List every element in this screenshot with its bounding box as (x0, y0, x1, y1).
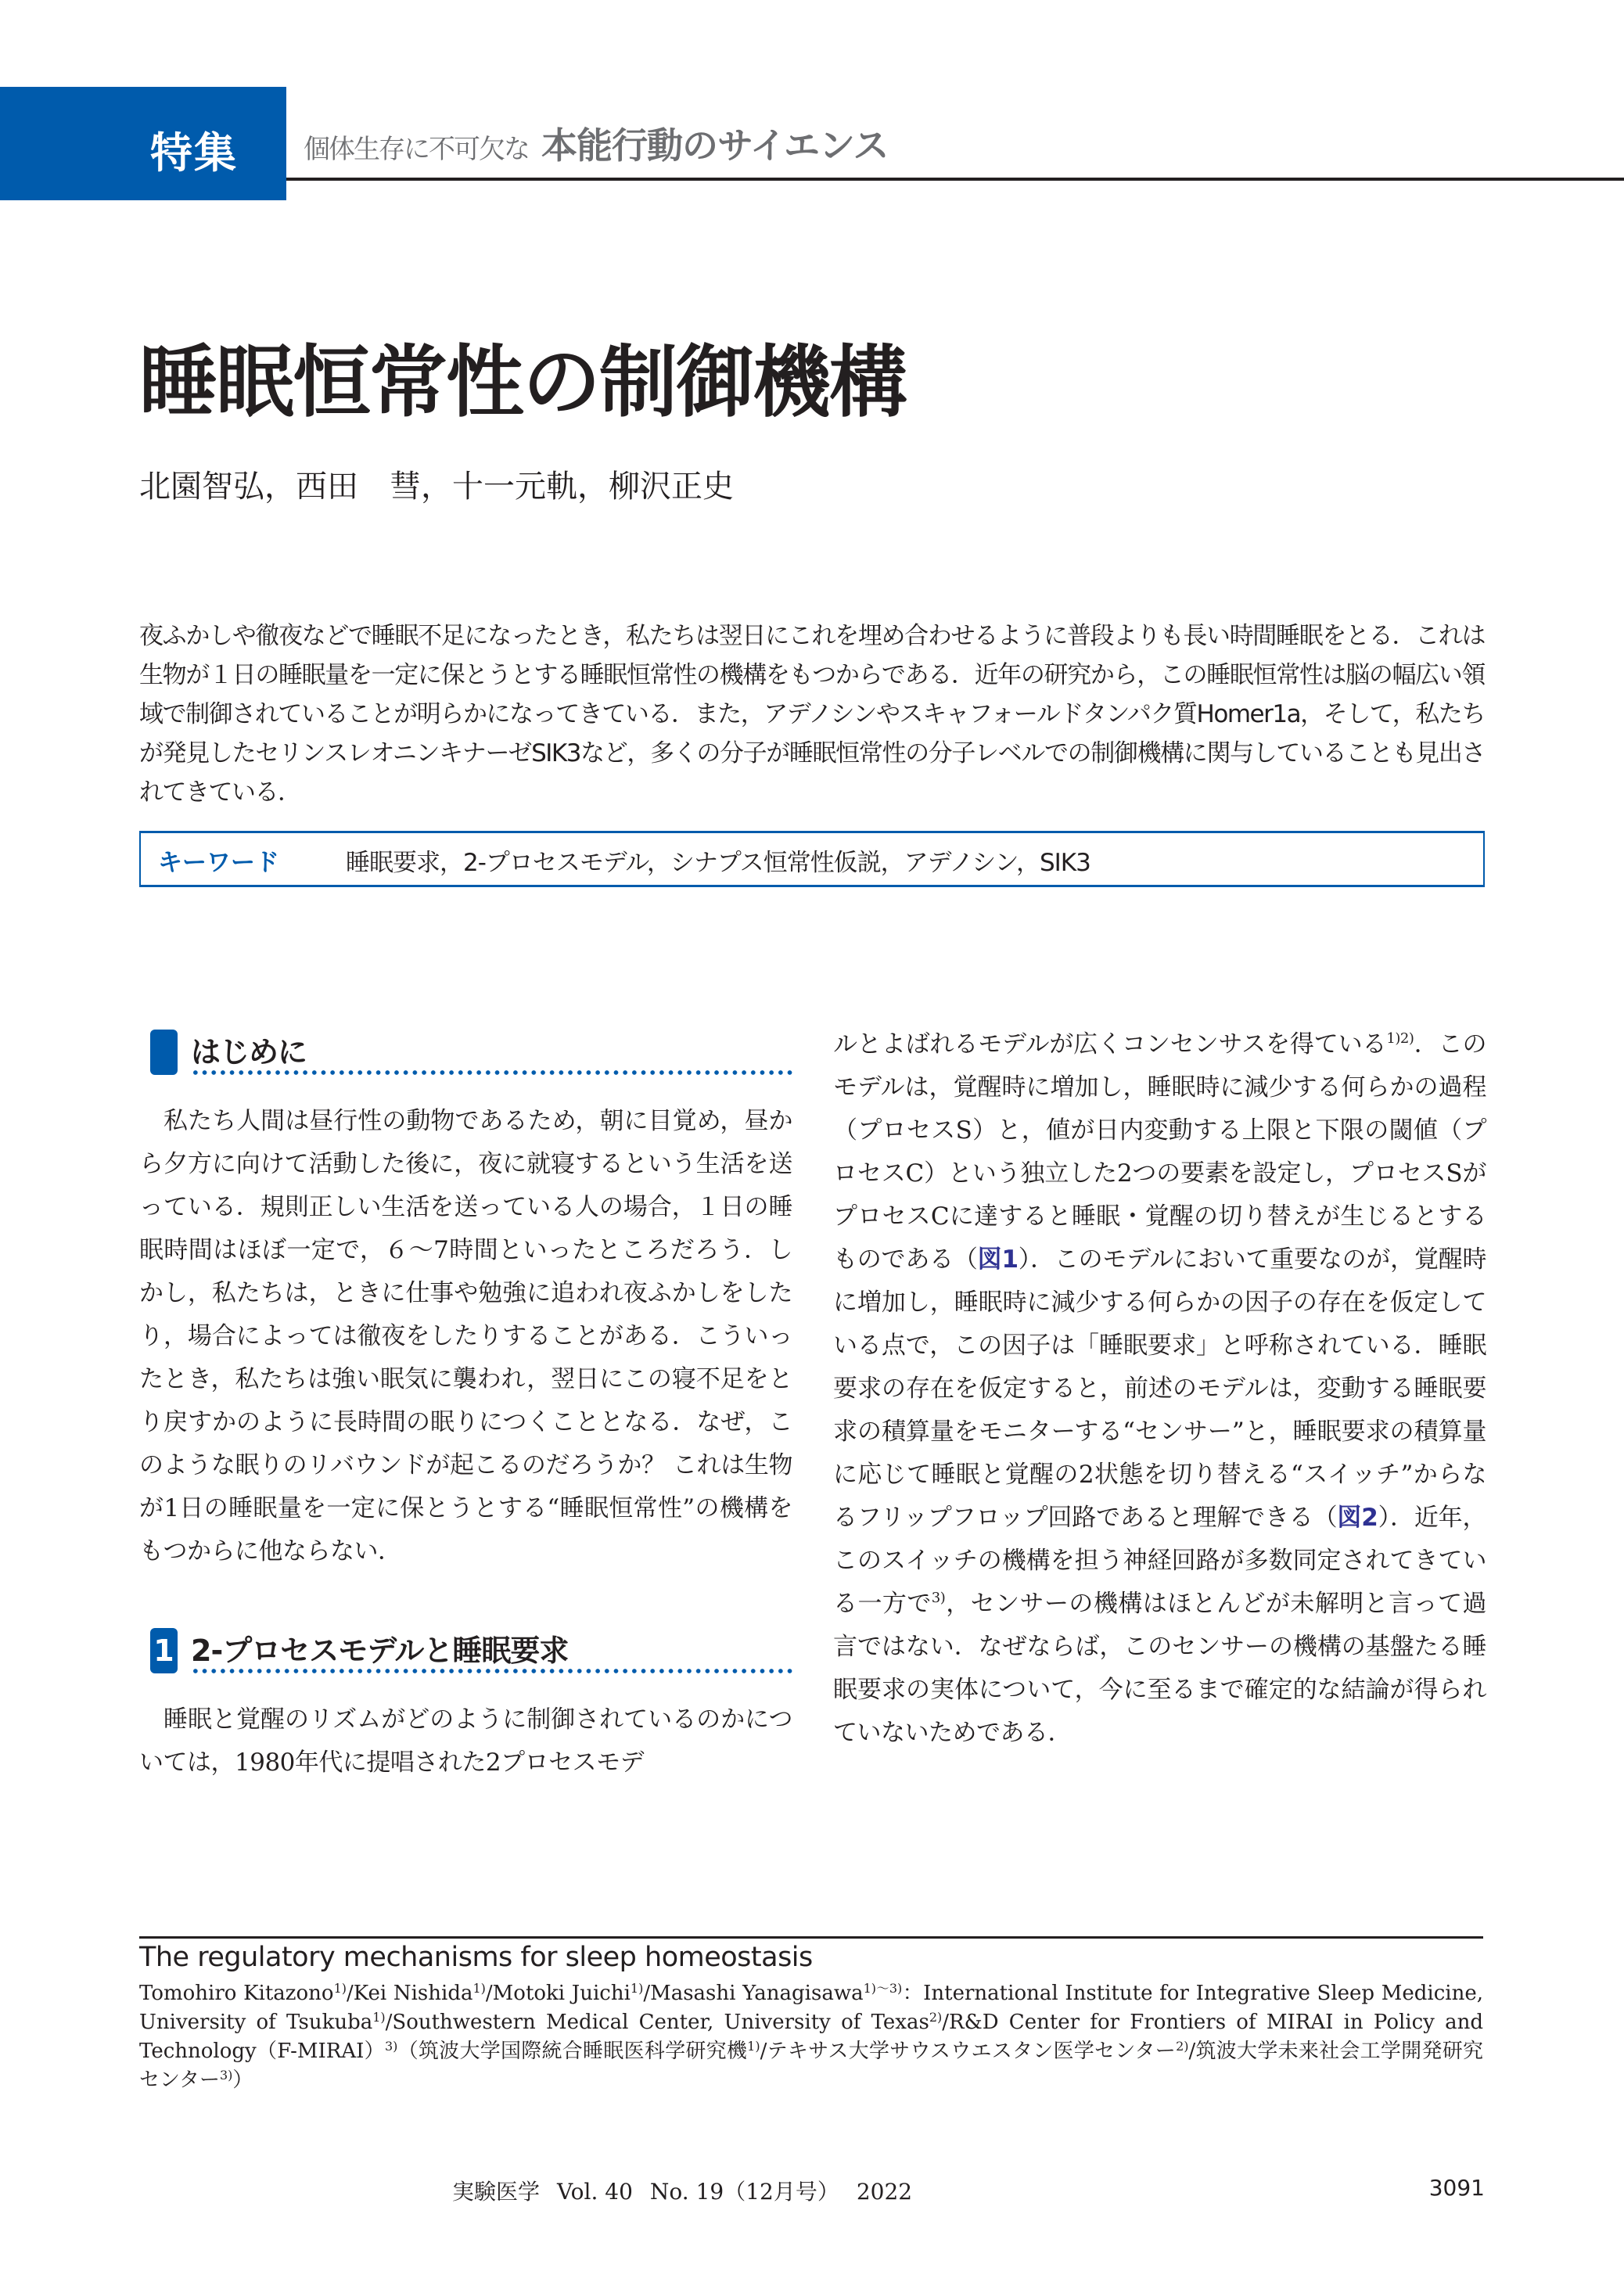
text-run: ） (232, 2068, 253, 2092)
keywords-text: 睡眠要求，2-プロセスモデル，シナプス恒常性仮説，アデノシン，SIK3 (346, 849, 1090, 877)
citation[interactable]: 1)2) (1386, 1030, 1414, 1047)
english-title: The regulatory mechanisms for sleep homeostasis (139, 1942, 813, 1973)
journal-footer (452, 2175, 929, 2206)
affiliation-mark: 1) (747, 2039, 760, 2054)
series-tab-label: 特集 (150, 128, 238, 178)
section-heading-intro (139, 1009, 792, 1072)
journal-name: 実験医学 (452, 2179, 541, 2205)
figure-link-1[interactable]: 図1 (977, 1245, 1019, 1274)
series-subtitle: 個体生存に不可欠な (304, 134, 529, 165)
institution-jp: /テキサス大学サウスウエスタン医学センター (760, 2040, 1177, 2063)
footer-rule (139, 1936, 1483, 1939)
journal-volume: Vol. 40 (557, 2179, 633, 2205)
affiliation-mark: 2) (1176, 2039, 1189, 2054)
author-name: /Kei Nishida (346, 1982, 473, 2005)
affiliation-mark: 2) (929, 2010, 943, 2025)
section-title: はじめに (191, 1035, 307, 1069)
series-tab (0, 87, 286, 200)
affiliation-mark: 1)～3) (863, 1981, 903, 1996)
section-title: 2-プロセスモデルと睡眠要求 (191, 1633, 569, 1668)
series-main-title: 本能行動のサイエンス (541, 124, 889, 167)
affiliation-mark: 1) (630, 1981, 644, 1996)
affiliation-mark: 3) (219, 2068, 233, 2083)
body-paragraph: 私たち人間は昼行性の動物であるため，朝に目覚め，昼から夕方に向けて活動した後に，夜に就寝するという生活を送っている．規則正しい生活を送っている人の場合，１日の睡眠時間はほぼ一定で，６～7時間といったところだろう．しかし，私たちは，ときに仕事や勉強に追われ夜ふかしをしたり，場合によっては徹夜をしたりすることがある．こういったとき，私たちは強い眠気に襲われ，翌日にこの寝不足をとり戻すかのように長時間の眠りにつくこととなる．なぜ，このような眠りのリバウンドが起こるのだろうか？ これは生物が1日の睡眠量を一定に保とうとする“睡眠恒常性”の機構をもつからに他ならない． (139, 1107, 792, 1565)
series-rule (286, 178, 1624, 181)
abstract: 夜ふかしや徹夜などで睡眠不足になったとき，私たちは翌日にこれを埋め合わせるように普段よりも長い時間睡眠をとる．これは生物が１日の睡眠量を一定に保とうとする睡眠恒常性の機構をもつからである．近年の研究から，この睡眠恒常性は脳の幅広い領域で制御されていることが明らかになってきている．また，アデノシンやスキャフォールドタンパク質Homer1a，そして，私たちが発見したセリンスレオニンキナーゼSIK3など，多くの分子が睡眠恒常性の分子レベルでの制御機構に関与していることも見出されてきている． (139, 622, 1485, 807)
text-run: ルとよばれるモデルが広くコンセンサスを得ている (833, 1030, 1387, 1058)
series-title (304, 117, 889, 169)
institution: /Southwestern Medical Center, University of Texas (385, 2011, 929, 2034)
institution: ：International Institute for Integrative Sleep Medicine, University of Tsukuba (139, 1982, 1483, 2034)
section-marker (150, 1030, 178, 1075)
english-affiliations (139, 1979, 1483, 2095)
author-name: /Motoki Juichi (485, 1982, 631, 2005)
text-run: ）．近年，このスイッチの機構を担う神経回路が多数同定されてきている一方で (833, 1504, 1486, 1618)
section-number-badge: 1 (150, 1628, 178, 1673)
text-run: ．このモデルは，覚醒時に増加し，睡眠時に減少する何らかの過程（プロセスS）と，値が日内変動する上限と下限の閾値（プロセスC）という独立した2つの要素を設定し，プロセスSがプロセスCに達すると睡眠・覚醒の切り替えが生じるとするものである（ (833, 1030, 1486, 1274)
article-title: 睡眠恒常性の制御機構 (139, 336, 906, 428)
right-column (833, 1023, 1486, 1755)
institution-jp: /筑波大学未来社会工学開発研究センター (139, 2040, 1483, 2092)
affiliation-mark: 3) (384, 2039, 398, 2054)
figure-link-2[interactable]: 図2 (1337, 1504, 1378, 1532)
article-authors: 北園智弘，西田 彗，十一元軌，柳沢正史 (139, 469, 734, 505)
citation[interactable]: 3) (931, 1590, 946, 1606)
affiliation-mark: 1) (333, 1981, 347, 1996)
text-run: ，センサーの機構はほとんどが未解明と言って過言ではない．なぜならば，このセンサーの機構の基盤たる睡眠要求の実体について，今に至るまで確定的な結論が得られていないためである． (833, 1590, 1487, 1747)
author-name: /Masashi Yanagisawa (643, 1982, 864, 2005)
institution: /R&D Center for Frontiers of MIRAI in Policy and Technology（F-MIRAI） (139, 2011, 1483, 2063)
institution-jp: （筑波大学国際統合睡眠医科学研究機 (397, 2040, 748, 2063)
section-dotted-rule (191, 1070, 792, 1075)
section-dotted-rule (191, 1669, 792, 1673)
text-run: ）．このモデルにおいて重要なのが，覚醒時に増加し，睡眠時に減少する何らかの因子の存在を仮定している点で，この因子は「睡眠要求」と呼称されている．睡眠要求の存在を仮定すると，前述のモデルは，変動する睡眠要求の積算量をモニターする“センサー”と，睡眠要求の積算量に応じて睡眠と覚醒の2状態を切り替える“スイッチ”からなるフリップフロップ回路であると理解できる（ (833, 1245, 1487, 1532)
keywords-label: キーワード (158, 849, 279, 877)
journal-number: No. 19（12月号） (649, 2179, 839, 2205)
body-paragraph: 睡眠と覚醒のリズムがどのように制御されているのかについては，1980年代に提唱された2プロセスモデ (139, 1705, 792, 1777)
keywords-box (139, 831, 1485, 887)
affiliation-mark: 1) (472, 1981, 486, 1996)
left-column (139, 1009, 792, 1784)
journal-year: 2022 (856, 2179, 913, 2205)
affiliation-mark: 1) (372, 2010, 386, 2025)
body-paragraph (833, 1023, 1486, 1755)
page-number: 3091 (1428, 2175, 1485, 2201)
section-heading-1 (139, 1608, 792, 1670)
author-name: Tomohiro Kitazono (139, 1982, 334, 2005)
